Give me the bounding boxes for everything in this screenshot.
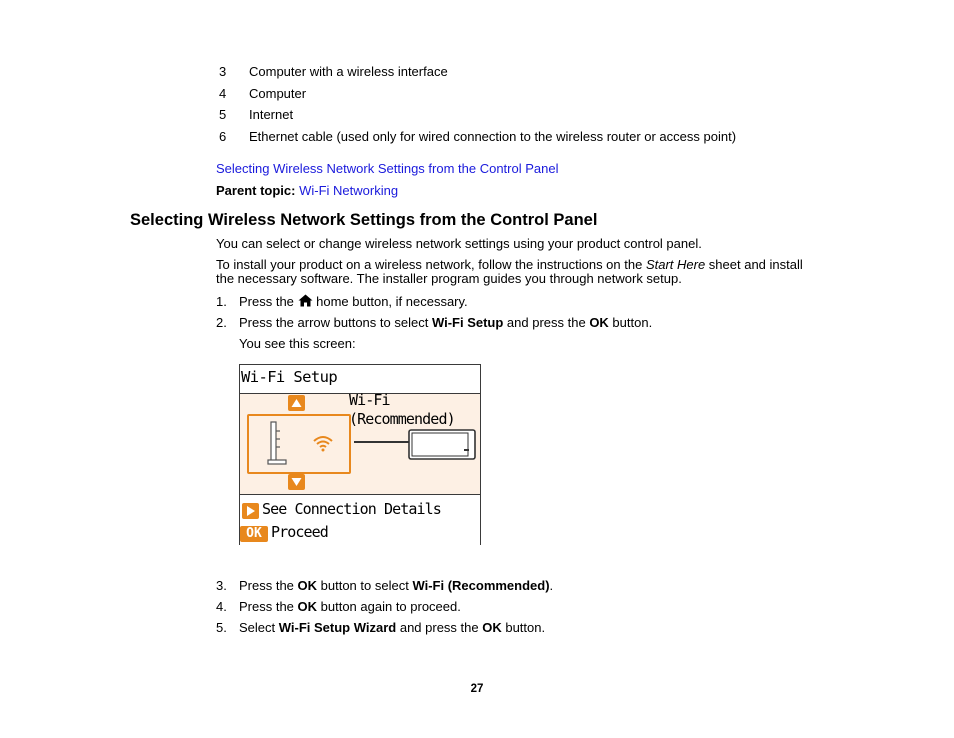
step-4: 4. Press the OK button again to proceed. [216,599,461,614]
wifi-option-label-2: (Recommended) [349,410,455,428]
lcd-title-bar [240,365,480,394]
connection-line [354,441,409,443]
down-arrow-icon [288,474,305,490]
up-arrow-icon [288,395,305,411]
section-heading: Selecting Wireless Network Settings from the Control Panel [130,211,598,229]
list-item: 6 Ethernet cable (used only for wired connection to the wireless router or access point) [219,129,737,144]
step-3: 3. Press the OK button to select Wi-Fi (Recommended). [216,578,554,593]
wifi-setup-screen [239,364,481,545]
printer-icon [408,429,478,461]
wifi-option-selected[interactable] [247,414,351,474]
page-number: 27 [470,683,484,695]
see-connection-details[interactable]: See Connection Details [262,500,441,518]
proceed-label[interactable]: Proceed [271,523,328,541]
parent-topic-label: Parent topic: [216,183,296,198]
related-topic-link[interactable]: Selecting Wireless Network Settings from the Control Panel [216,161,559,176]
ok-badge: OK [240,526,268,542]
list-item: 3 Computer with a wireless interface [219,64,448,79]
install-paragraph-line-1: To install your product on a wireless network, follow the instructions on the Start Here sheet and install [216,257,803,272]
see-screen-text: You see this screen: [239,336,356,351]
list-item: 4 Computer [219,86,307,101]
start-here-title: Start Here [645,257,706,272]
list-item: 5 Internet [219,107,294,122]
home-icon [298,294,313,307]
right-arrow-icon [242,503,259,519]
parent-topic [216,183,398,199]
intro-paragraph: You can select or change wireless network settings using your product control panel. [216,236,702,251]
lcd-bottom-bar [240,494,480,545]
wifi-option-label-1: Wi-Fi [349,391,390,409]
install-paragraph-line-2: the necessary software. The installer program guides you through network setup. [216,271,682,286]
router-icon [265,419,291,469]
lcd-title: Wi-Fi Setup [241,368,338,386]
step-5: 5. Select Wi-Fi Setup Wizard and press the OK button. [216,620,546,635]
parent-topic-link[interactable]: Wi-Fi Networking [299,183,399,198]
wifi-signal-icon [312,434,334,452]
step-1: 1. Press the home button, if necessary. [216,294,468,309]
step-2: 2. Press the arrow buttons to select Wi-Fi Setup and press the OK button. [216,315,653,330]
